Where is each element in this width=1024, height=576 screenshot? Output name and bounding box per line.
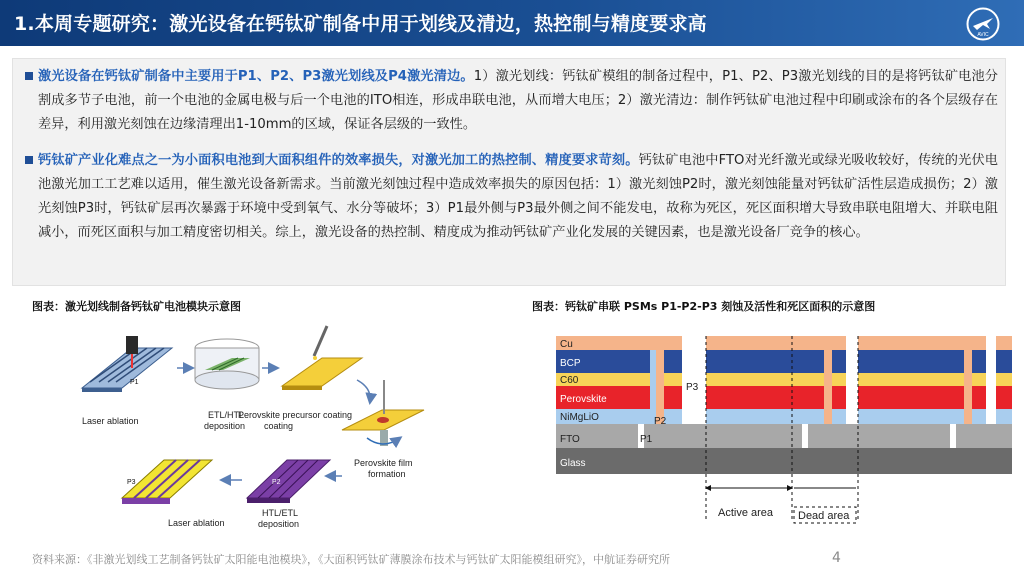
paragraph-body: 钙钛矿电池中FTO对光纤激光或绿光吸收较好，传统的光伏电池激光加工工艺难以适用，催生激光设备新需求。当前激光刻蚀过程中造成效率损失的原因包括：1）激光刻蚀P2时，激光刻蚀能量对钙钛矿活性层造成损伤；2）激光刻蚀P3时，钙钛矿层再次暴露于环境中受到氧气、水分等破坏；3）P1最外侧与P3最外侧之间不能发电，故称为死区，死区面积增大导致串联电阻增大、并联电阻减小，而死区面积与加工精度密切相关。综上，激光设备的热控制、精度成为推动钙钛矿产业化发展的关键因素，也是激光设备厂竞争的核心。 — [38, 153, 998, 240]
active-area-label: Active area — [718, 507, 774, 519]
layer-label-cu: Cu — [560, 339, 573, 350]
p3-label: P3 — [127, 479, 136, 486]
layer-label-c60: C60 — [560, 375, 579, 386]
source-note: 资料来源：《非激光划线工艺制备钙钛矿太阳能电池模块》，《大面积钙钛矿薄膜涂布技术与钙钛矿太阳能模组研究》，中航证券研究所 — [32, 553, 670, 566]
marker-p3: P3 — [686, 382, 699, 393]
fto-layer — [808, 424, 950, 448]
figure-right-caption: 图表：钙钛矿串联 PSMs P1-P2-P3 刻蚀及活性和死区面积的示意图 — [532, 300, 876, 313]
fto-layer — [956, 424, 1012, 448]
marker-p1: P1 — [640, 434, 653, 445]
final-module-panel — [122, 460, 212, 504]
page-number: 4 — [832, 550, 841, 566]
precursor-coating-panel — [282, 326, 362, 390]
laser-ablation-label-2: Laser ablation — [168, 518, 225, 528]
title-bar — [0, 0, 1024, 46]
htl-etl-deposition-label: HTL/ETL deposition — [258, 508, 300, 529]
layer-label-fto: FTO — [560, 434, 580, 445]
film-formation-panel — [342, 380, 424, 446]
htl-deposition-panel — [247, 460, 330, 503]
svg-text:coating: coating — [264, 421, 294, 431]
layer-label-perovskite: Perovskite — [560, 394, 607, 405]
avic-logo-icon — [966, 7, 1000, 41]
bullet-marker — [25, 156, 33, 164]
layer-label-glass: Glass — [560, 458, 586, 469]
paragraph-body: 1）激光划线：钙钛矿模组的制备过程中，P1、P2、P3激光划线的目的是将钙钛矿电池分割成多节子电池，前一个电池的金属电极与后一个电池的ITO相连，形成串联电池，从而增大电压；2）激光清边：制作钙钛矿电池过程中印刷或涂布的各个层级存在差异，利用激光刻蚀在边缘清理出1-10mm的区域，保证各层级的一致性。 — [38, 69, 998, 132]
layer-label-bcp: BCP — [560, 358, 581, 369]
etl-deposition-panel — [195, 339, 259, 389]
figure-left-caption: 图表：激光划线制备钙钛矿电池模块示意图 — [32, 300, 241, 313]
logo-text: AVIC — [977, 32, 989, 38]
fto-layer — [644, 424, 802, 448]
fto-substrate-panel — [82, 336, 172, 392]
bullet-marker — [25, 72, 33, 80]
cross-section-figure — [556, 336, 1012, 530]
page-title: 1.本周专题研究：激光设备在钙钛矿制备中用于划线及清边，热控制与精度要求高 — [14, 13, 707, 35]
perovskite-film-label: Perovskite film formation — [354, 458, 413, 479]
paragraph-laser-use — [38, 65, 998, 137]
laser-ablation-label-1: Laser ablation — [82, 416, 139, 426]
laser-scribing-process-figure — [72, 318, 432, 540]
perovskite-precursor-label: Perovskite precursor coating — [238, 410, 353, 420]
paragraph-highlight: 激光设备在钙钛矿制备中主要用于P1、P2、P3激光划线及P4激光清边。 — [38, 69, 474, 84]
p1-label: P1 — [130, 379, 139, 386]
paragraph-highlight: 钙钛矿产业化难点之一为小面积电池到大面积组件的效率损失，对激光加工的热控制、精度要求苛刻。 — [38, 153, 639, 168]
paragraph-difficulty — [38, 149, 998, 245]
p2-label: P2 — [272, 479, 281, 486]
dead-area-label: Dead area — [798, 510, 850, 522]
marker-p2: P2 — [654, 416, 667, 427]
etl-htl-deposition-label: ETL/HTL deposition — [204, 410, 246, 431]
glass-layer — [556, 448, 1012, 474]
layer-label-nimglio: NiMgLiO — [560, 412, 599, 423]
